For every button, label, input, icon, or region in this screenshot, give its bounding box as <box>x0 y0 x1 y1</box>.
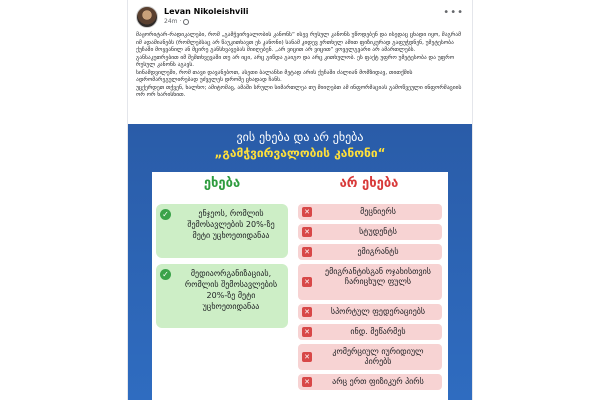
not-applies-item-text: ინდ. მეწარმეს <box>350 327 406 336</box>
post-header <box>136 6 464 28</box>
post-time[interactable]: 24m <box>164 18 178 25</box>
x-icon: ✕ <box>302 352 312 362</box>
infographic-subtitle: ვის ეხება და არ ეხება <box>236 130 364 144</box>
applies-item <box>156 264 288 328</box>
not-applies-item-text: ემიგრანტისგან ოჯახისთვის ჩარიცხულ ფულს <box>325 267 431 286</box>
avatar[interactable] <box>136 6 158 28</box>
not-applies-item <box>298 244 442 260</box>
not-applies-item <box>298 204 442 220</box>
more-options-icon[interactable]: ••• <box>443 7 464 18</box>
x-icon: ✕ <box>302 207 312 217</box>
not-applies-item <box>298 374 442 390</box>
applies-item <box>156 204 288 258</box>
not-applies-item-text: სპორტულ ფედერაციებს <box>330 307 426 316</box>
post-paragraph: განსაკუთრებით იმ შემთხვევაში თუ არ იცი, არც გიწდა გაიგო და არც კითხულობ. ეს ფაქტ უფრო უმეტესობა და უფრო რუსულ კანონს აგავს. <box>136 54 455 68</box>
post-paragraph: სინამდვილეში, რომ თავი დავანებოთ, ასეთი ბალანსი მეტად არის ქუჩაში ძალიან მომზიდავ, თითქმის ადრომარეგულირებად უძველეს დროშე ცხადად ჩანს. <box>136 69 413 83</box>
x-icon: ✕ <box>302 327 312 337</box>
x-icon: ✕ <box>302 307 312 317</box>
check-icon: ✓ <box>160 209 171 220</box>
x-icon: ✕ <box>302 377 312 387</box>
not-applies-item <box>298 344 442 370</box>
not-applies-item <box>298 224 442 240</box>
check-icon: ✓ <box>160 269 171 280</box>
facebook-post <box>128 0 472 400</box>
separator-dot: · <box>179 18 182 25</box>
globe-icon <box>183 19 189 25</box>
applies-header: ეხება <box>203 176 241 191</box>
post-paragraph: მაჟორიტარ-რადიკალები, რომ „გამჭვირვალობის კანონს“ ისევ რუსულ კანონს უწოდებენ და ისედაც ცხადი იყო, მაგრამ იმ ადამიანებს (რომლებსაც არ წაუკითხავთ ეს კანონი) სანამ კიდევ ერთხელ ამით ფიზიკურად გაფუჭდნენ, უმეტესობა ქუჩაში მოყვანილ ან მცირე განსხვავებას მიიღებენ. „არ ვიცით არ ვიცით“ ყოველგვარი არ ამართლებს. <box>136 32 462 53</box>
not-applies-item <box>298 304 442 320</box>
not-applies-item-text: მეცნიერს <box>360 207 396 216</box>
x-icon: ✕ <box>302 277 312 287</box>
post-text <box>136 32 464 100</box>
not-applies-item-text: კომერციულ იურიდიულ პირებს <box>332 347 424 366</box>
not-applies-item-text: ემიგრანტს <box>357 247 399 256</box>
post-meta <box>164 18 189 25</box>
infographic-title: „გამჭვირვალობის კანონი“ <box>214 146 386 160</box>
not-applies-item-text: სტუდენტს <box>359 227 397 236</box>
applies-item-text: მედიაორგანიზაციას, რომლის შემოსავლების 20%-ზე მეტი უცხოეთიდანაა <box>184 269 278 311</box>
x-icon: ✕ <box>302 227 312 237</box>
not-applies-item-text: არც ერთ ფიზიკურ პირს <box>332 377 424 386</box>
author-name[interactable]: Levan Nikoleishvili <box>164 7 249 16</box>
comparison-panel <box>152 172 448 400</box>
not-applies-item <box>298 264 442 300</box>
infographic-image[interactable] <box>128 124 472 400</box>
post-paragraph: უცქერდეთ თქვენ, ხალხო; ამიტომაც, ამაში სრული სიმართლეა თუ მიიღებთ ამ ინფორმაციას გამოწვეული ინფორმაციის ორ ორ ხარისხით. <box>136 84 462 98</box>
applies-item-text: ენჯეოს, რომლის შემოსავლების 20%-ზე მეტი უცხოეთიდანაა <box>187 209 275 240</box>
not-applies-header: არ ეხება <box>339 176 399 191</box>
not-applies-item <box>298 324 442 340</box>
x-icon: ✕ <box>302 247 312 257</box>
